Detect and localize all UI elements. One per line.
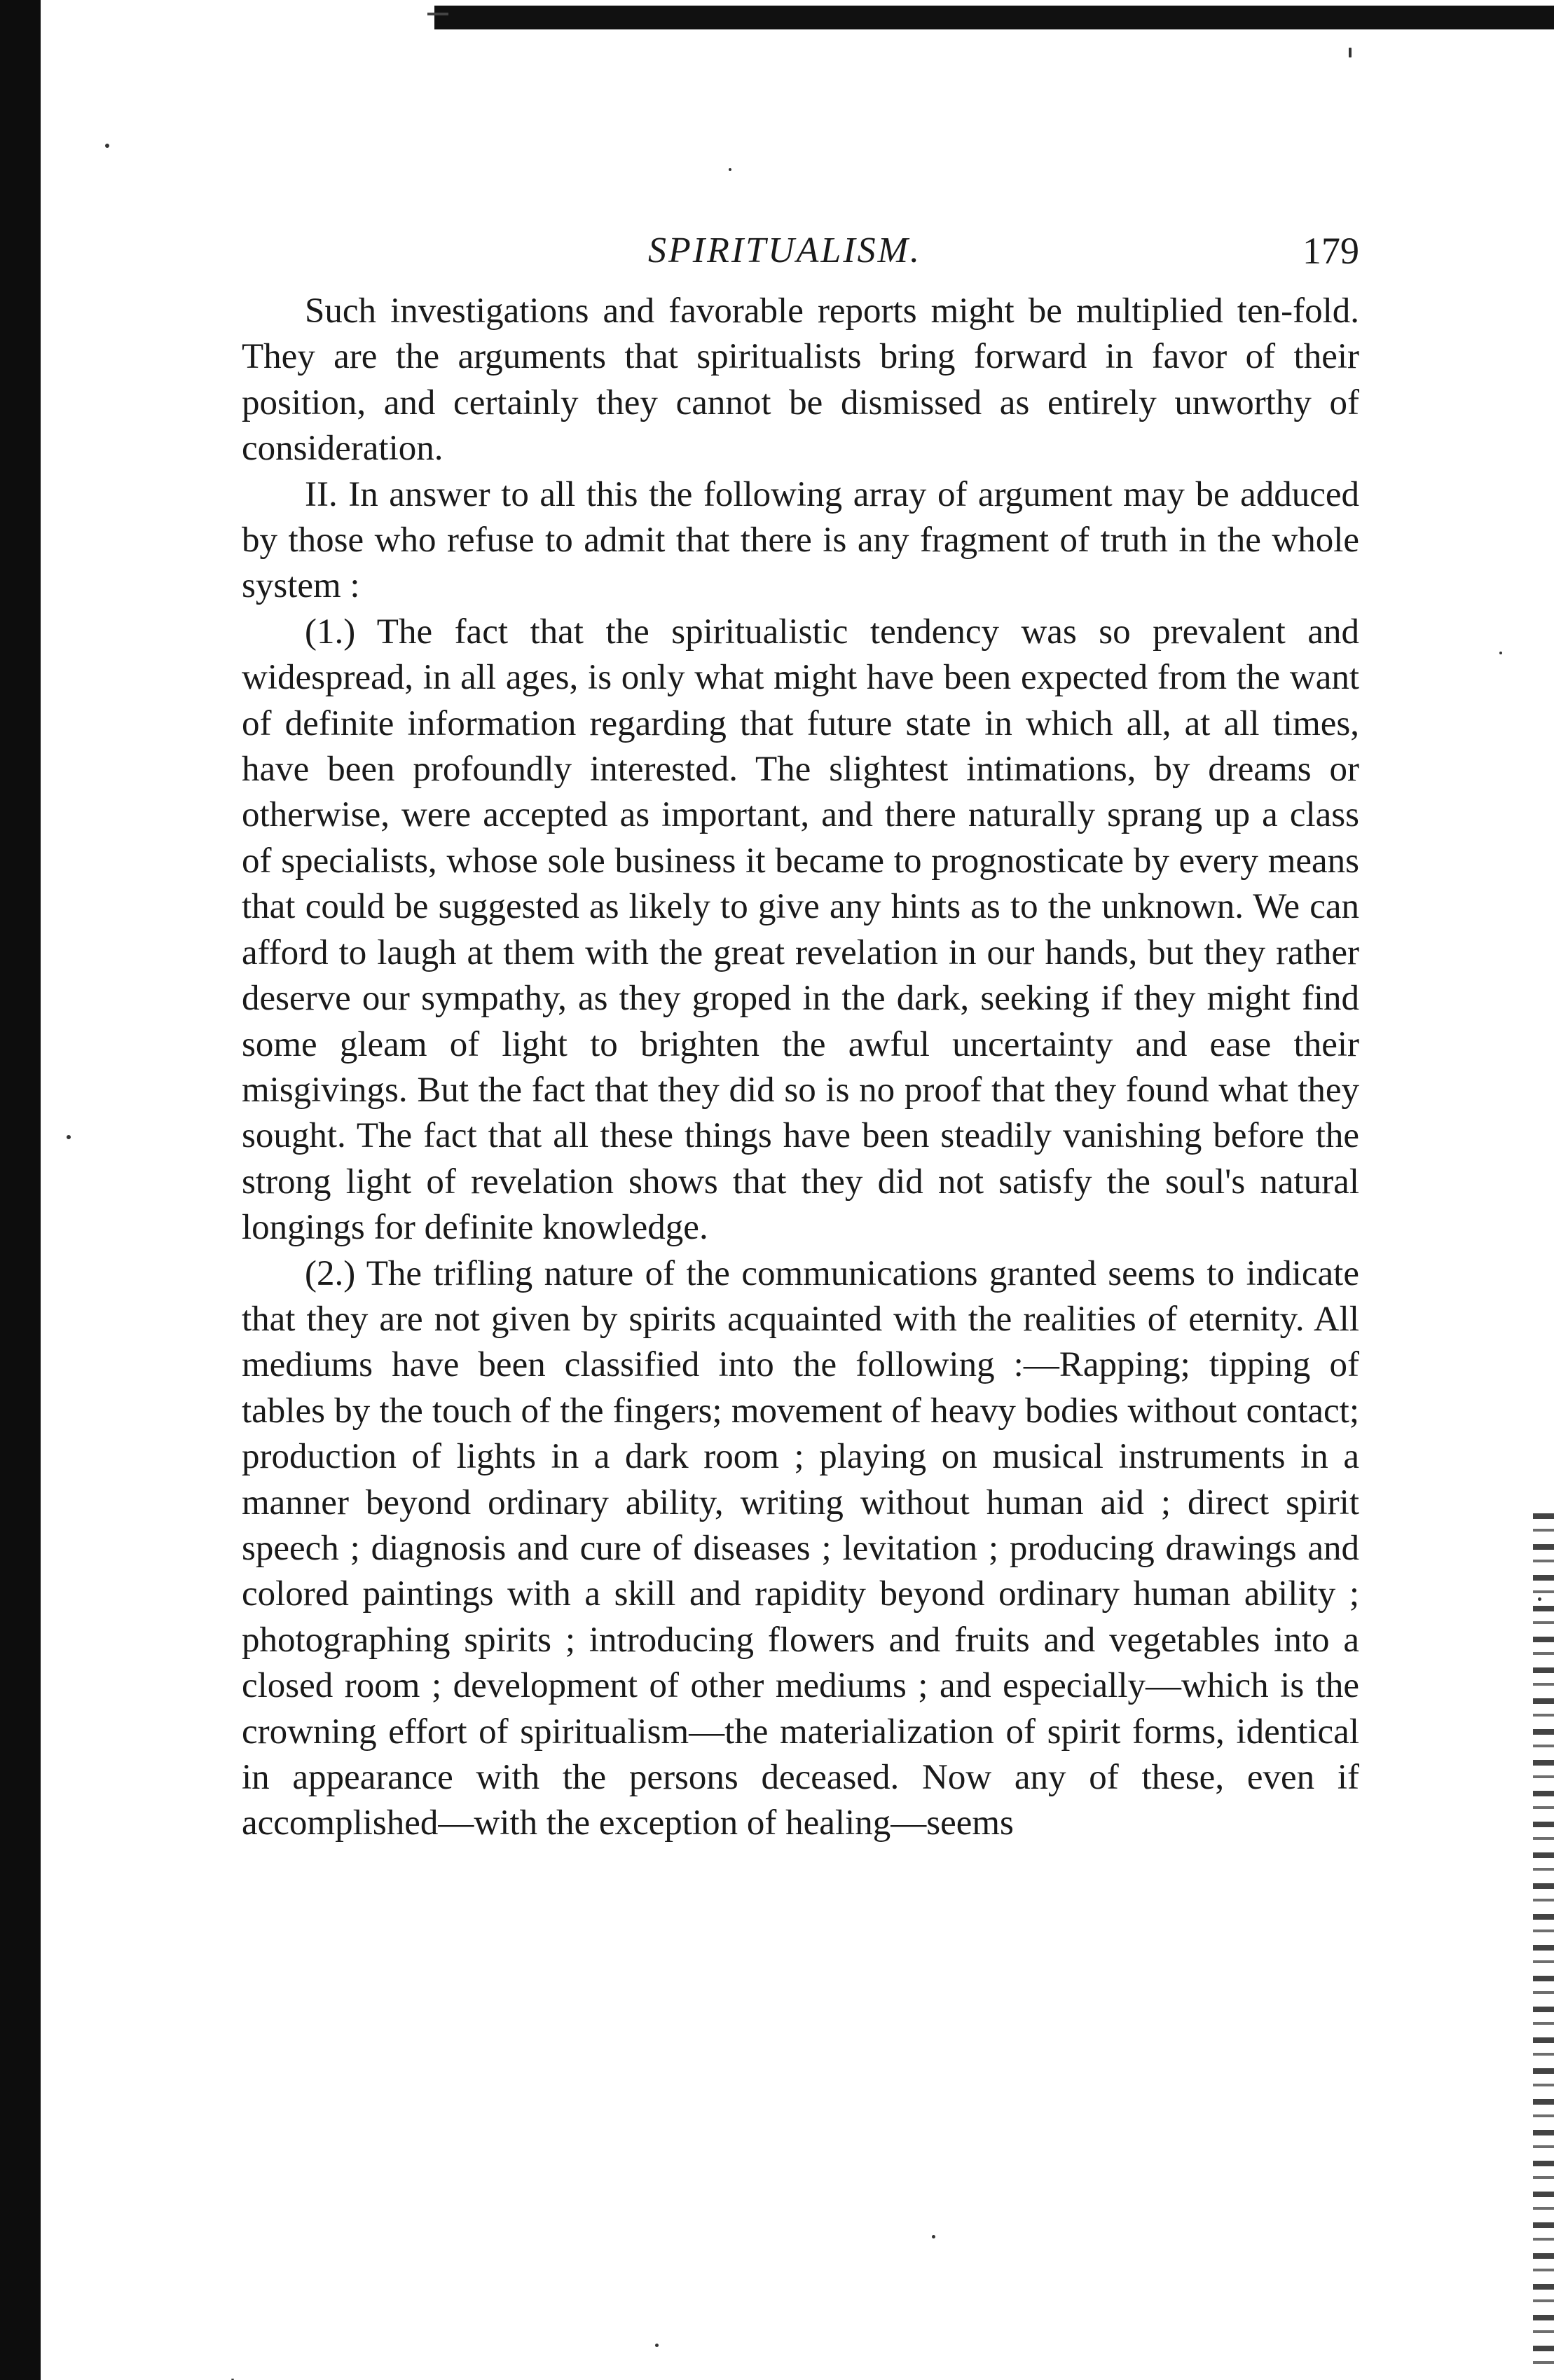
running-head: SPIRITUALISM. xyxy=(648,231,921,270)
scan-speck xyxy=(1538,1597,1541,1601)
scan-speck xyxy=(1349,48,1352,57)
scan-speck xyxy=(1499,652,1502,654)
scan-speck xyxy=(655,2344,659,2347)
scan-speck xyxy=(729,168,731,171)
body-text xyxy=(242,289,1359,1847)
scan-speck xyxy=(105,144,109,148)
page-header xyxy=(242,223,1359,279)
paragraph: (1.) The fact that the spiritualistic tendency was so prevalent and widespread, in all ages, is only what might have been expected from the want of definite information regarding that future state in which all, at all times, have been profoundly interested. The slightest intimations, by dreams or otherwise, were accepted as important, and there naturally sprang up a class of specialists, whose sole business it became to prognosticate by every means that could be suggested as likely to give any hints as to the unknown. We can afford to laugh at them with the great revelation in our hands, but they rather deserve our sympathy, as they groped in the dark, seeking if they might find some gleam of light to brighten the awful uncertainty and ease their misgivings. But the fact that they did so is no proof that they found what they sought. The fact that all these things have been steadily vanishing before the strong light of revelation shows that they did not satisfy the soul's natural longings for definite knowledge. xyxy=(242,612,1359,1248)
scan-speck xyxy=(932,2235,935,2238)
scan-top-border-tail xyxy=(427,13,448,15)
page-number: 179 xyxy=(1302,230,1359,272)
scan-top-border xyxy=(434,6,1554,29)
scan-right-edge-noise xyxy=(1533,1513,1554,2375)
paragraph: II. In answer to all this the following array of argument may be adduced by those who refuse to admit that there is any fragment of truth in the whole system : xyxy=(242,474,1359,606)
paragraph: (2.) The trifling nature of the communications granted seems to indicate that they are not given by spirits acquainted with the realities of eternity. All mediums have been classified into the following :—Rapping; tipping of tables by the touch of the fingers; movement of heavy bodies without contact; production of lights in a dark room ; playing on musical instruments in a manner beyond ordinary ability, writing without human aid ; direct spirit speech ; diagnosis and cure of diseases ; levitation ; producing drawings and colored paintings with a skill and rapidity beyond ordinary human ability ; photographing spirits ; introducing flowers and fruits and vegetables into a closed room ; development of other mediums ; and especially—which is the crowning effort of spiritualism—the materialization of spirit forms, identical in appearance with the persons deceased. Now any of these, even if accomplished—with the exception of healing—seems xyxy=(242,1253,1359,1843)
scan-speck xyxy=(67,1135,71,1139)
scan-binding-edge xyxy=(0,0,41,2380)
paragraph: Such investigations and favorable reports might be multiplied ten-fold. They are the arguments that spiritualists bring forward in favor of their position, and certainly they cannot be dismissed as entirely unworthy of consideration. xyxy=(242,291,1359,469)
